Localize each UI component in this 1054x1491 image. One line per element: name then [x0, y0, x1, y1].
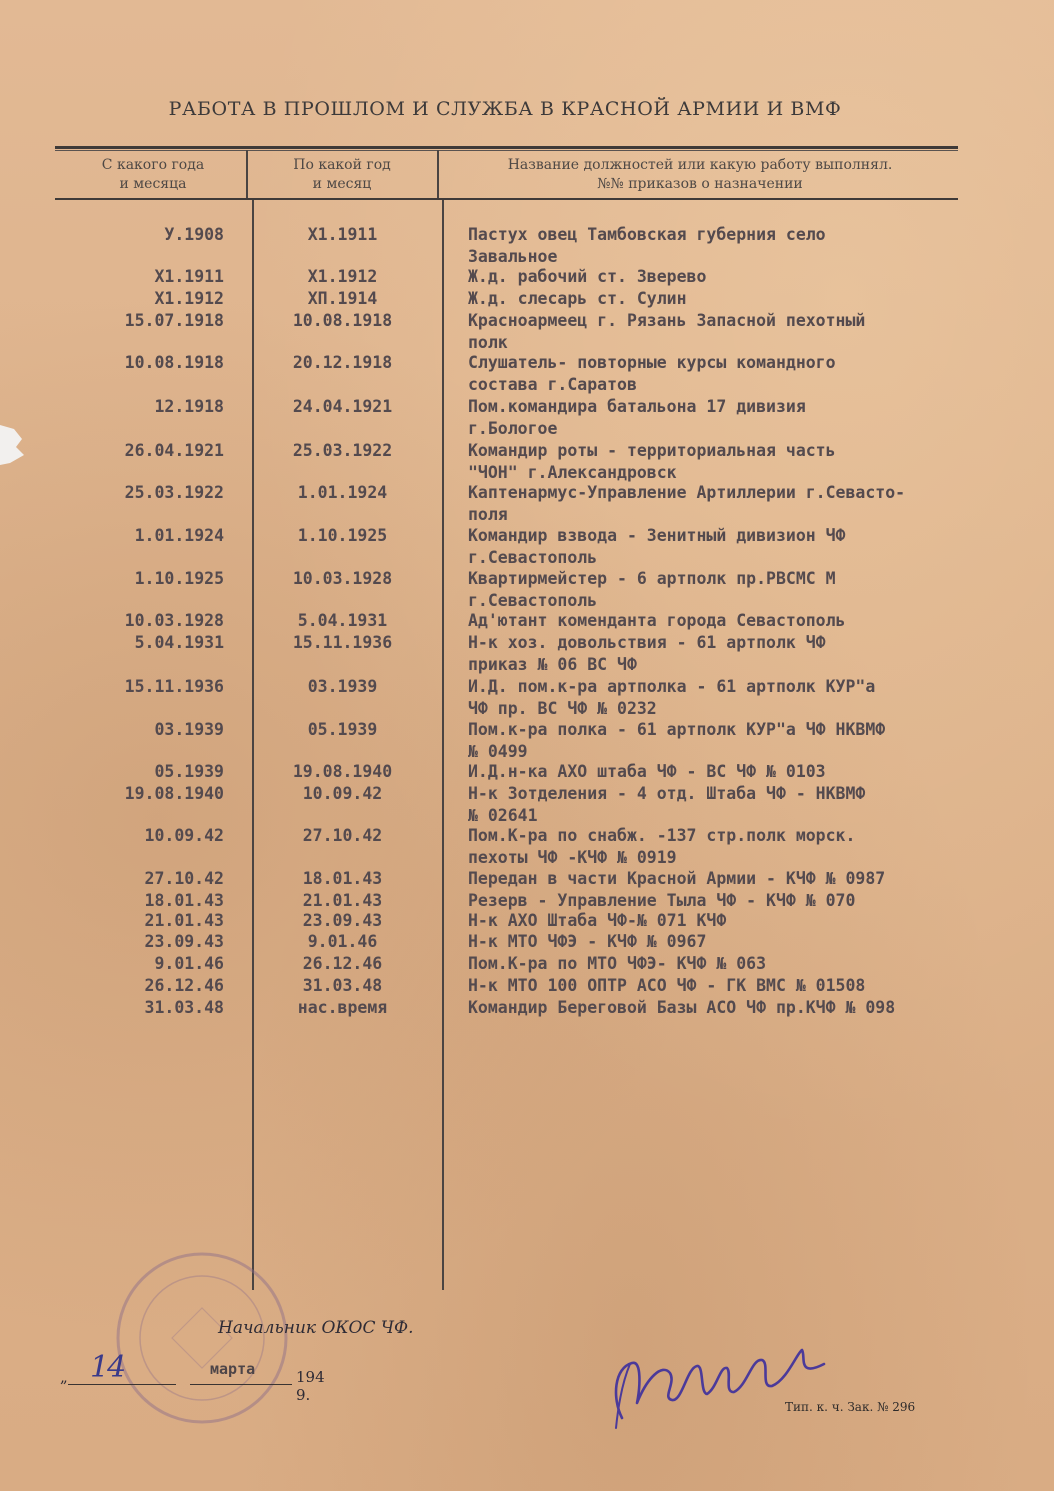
- row-from-date: 27.10.42: [144, 869, 224, 888]
- row-to-date: 23.09.43: [302, 911, 383, 930]
- row-to-date: 10.03.1928: [292, 569, 393, 588]
- row-to-date: 20.12.1918: [292, 353, 393, 372]
- row-from-date: 12.1918: [154, 397, 224, 416]
- row-to-date: 26.12.46: [302, 954, 383, 973]
- row-description: Резерв - Управление Тыла ЧФ - КЧФ № 070: [468, 891, 856, 910]
- document-title: РАБОТА В ПРОШЛОМ И СЛУЖБА В КРАСНОЙ АРМИИ И ВМФ: [168, 98, 842, 120]
- month-underline: [190, 1384, 292, 1385]
- day-underline: [68, 1384, 176, 1385]
- row-to-date: 10.08.1918: [292, 311, 393, 330]
- row-description: Ж.д. рабочий ст. Зверево: [468, 267, 707, 286]
- row-description: Ж.д. слесарь ст. Сулин: [468, 289, 687, 308]
- date-year: 194 9.: [296, 1368, 325, 1404]
- row-description: Пом.к-ра полка - 61 артполк КУР"а ЧФ НКВМФ № 0499: [468, 720, 886, 761]
- row-from-date: 1.01.1924: [134, 526, 224, 545]
- row-to-date: 27.10.42: [302, 826, 383, 845]
- row-from-date: 19.08.1940: [124, 784, 224, 803]
- row-to-date: 15.11.1936: [292, 633, 393, 652]
- row-from-date: 31.03.48: [144, 998, 224, 1017]
- row-to-date: 21.01.43: [302, 891, 383, 910]
- row-to-date: 24.04.1921: [292, 397, 393, 416]
- official-stamp: [112, 1248, 292, 1428]
- row-description: Красноармеец г. Рязань Запасной пехотный полк: [468, 311, 866, 352]
- column-header-to: По какой год и месяц: [293, 157, 391, 192]
- row-to-date: 19.08.1940: [292, 762, 393, 781]
- row-description: И.Д. пом.к-ра артполка - 61 артполк КУР"а ЧФ пр. ВС ЧФ № 0232: [468, 677, 876, 718]
- row-from-date: 26.04.1921: [124, 441, 224, 460]
- row-from-date: 03.1939: [154, 720, 224, 739]
- row-from-date: У.1908: [164, 225, 224, 244]
- row-to-date: нас.время: [297, 998, 388, 1017]
- date-month: марта: [210, 1360, 256, 1378]
- handwritten-day: 14: [90, 1350, 125, 1385]
- date-quote-mark: „: [60, 1368, 68, 1386]
- row-to-date: 05.1939: [307, 720, 378, 739]
- row-to-date: 1.10.1925: [297, 526, 388, 545]
- row-from-date: 9.01.46: [154, 954, 224, 973]
- chief-title: Начальник ОКОС ЧФ.: [218, 1318, 414, 1338]
- row-description: Н-к 3отделения - 4 отд. Штаба ЧФ - НКВМФ № 02641: [468, 784, 866, 825]
- row-description: Пом.командира батальона 17 дивизия г.Бологое: [468, 397, 806, 438]
- row-from-date: 1.10.1925: [134, 569, 224, 588]
- row-description: Командир роты - территориальная часть "ЧОН" г.Александровск: [468, 441, 836, 482]
- row-to-date: 18.01.43: [302, 869, 383, 888]
- column-header-desc: Название должностей или какую работу выполнял. №№ приказов о назначении: [507, 157, 893, 192]
- row-from-date: 15.11.1936: [124, 677, 224, 696]
- row-description: Командир взвода - Зенитный дивизион ЧФ г.Севастополь: [468, 526, 846, 567]
- row-to-date: ХП.1914: [307, 289, 378, 308]
- row-description: Передан в части Красной Армии - КЧФ № 0987: [468, 869, 886, 888]
- row-from-date: 05.1939: [154, 762, 224, 781]
- row-from-date: 5.04.1931: [134, 633, 224, 652]
- row-to-date: 5.04.1931: [297, 611, 388, 630]
- row-from-date: 15.07.1918: [124, 311, 224, 330]
- row-description: Пом.К-ра по МТО ЧФЭ- КЧФ № 063: [468, 954, 767, 973]
- handwritten-signature: [592, 1328, 842, 1438]
- row-from-date: 10.09.42: [144, 826, 224, 845]
- row-to-date: 25.03.1922: [292, 441, 393, 460]
- row-to-date: 1.01.1924: [297, 483, 388, 502]
- row-from-date: 21.01.43: [144, 911, 224, 930]
- row-description: Каптенармус-Управление Артиллерии г.Севасто- поля: [468, 483, 906, 524]
- row-from-date: 10.08.1918: [124, 353, 224, 372]
- row-description: И.Д.н-ка АХО штаба ЧФ - ВС ЧФ № 0103: [468, 762, 826, 781]
- row-description: Пастух овец Тамбовская губерния село Завальное: [468, 225, 826, 266]
- row-from-date: Х1.1912: [154, 289, 224, 308]
- row-from-date: Х1.1911: [154, 267, 224, 286]
- row-description: Н-к АХО Штаба ЧФ-№ 071 КЧФ: [468, 911, 727, 930]
- column-header-from: С какого года и месяца: [101, 157, 205, 192]
- row-to-date: 10.09.42: [302, 784, 383, 803]
- row-to-date: 31.03.48: [302, 976, 383, 995]
- row-to-date: 03.1939: [307, 677, 378, 696]
- row-from-date: 18.01.43: [144, 891, 224, 910]
- row-description: Пом.К-ра по снабж. -137 стр.полк морск. пехоты ЧФ -КЧФ № 0919: [468, 826, 856, 867]
- row-to-date: 9.01.46: [307, 932, 378, 951]
- row-to-date: Х1.1912: [307, 267, 378, 286]
- row-description: Н-к МТО ЧФЭ - КЧФ № 0967: [468, 932, 707, 951]
- row-description: Н-к хоз. довольствия - 61 артполк ЧФ приказ № 06 ВС ЧФ: [468, 633, 826, 674]
- row-from-date: 25.03.1922: [124, 483, 224, 502]
- row-from-date: 23.09.43: [144, 932, 224, 951]
- row-from-date: 26.12.46: [144, 976, 224, 995]
- row-description: Ад'ютант коменданта города Севастополь: [468, 611, 846, 630]
- row-from-date: 10.03.1928: [124, 611, 224, 630]
- print-info: Тип. к. ч. Зак. № 296: [785, 1400, 916, 1414]
- row-description: Н-к МТО 100 ОПТР АСО ЧФ - ГК ВМС № 01508: [468, 976, 866, 995]
- row-description: Квартирмейстер - 6 артполк пр.РВСМС М г.Севастополь: [468, 569, 836, 610]
- row-description: Слушатель- повторные курсы командного состава г.Саратов: [468, 353, 836, 394]
- row-to-date: Х1.1911: [307, 225, 378, 244]
- row-description: Командир Береговой Базы АСО ЧФ пр.КЧФ № 098: [468, 998, 896, 1017]
